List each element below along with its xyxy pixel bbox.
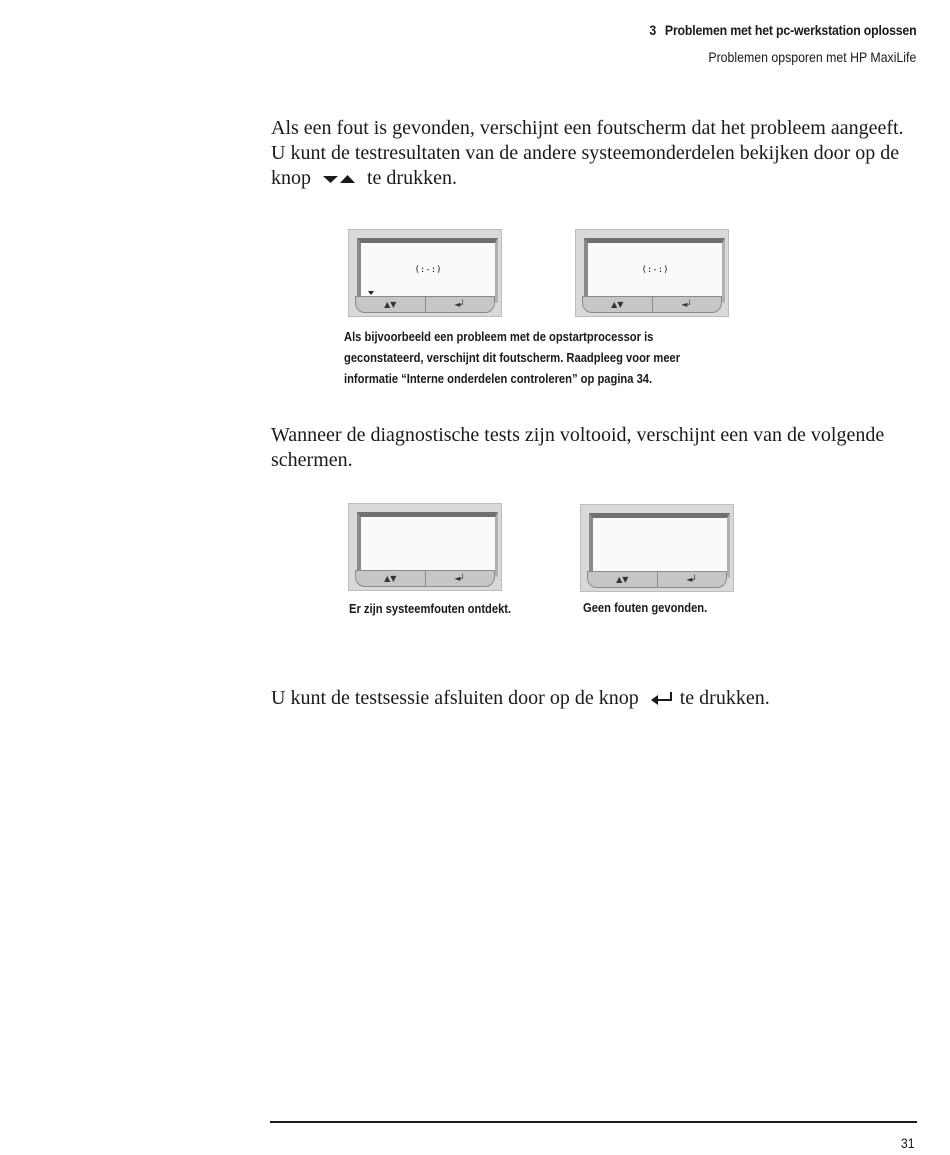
lcd-message: (:-:)	[414, 265, 442, 275]
lcd-nav-button: ▲▼	[384, 300, 397, 309]
para1-text-after: te drukken.	[367, 167, 457, 189]
paragraph-end-session	[271, 686, 921, 712]
lcd-nav-button: ▲▼	[616, 575, 629, 584]
lcd-screen	[589, 513, 730, 578]
running-header-section: Problemen opsporen met HP MaxiLife	[708, 49, 916, 65]
lcd-button-bar	[587, 571, 727, 588]
page-number: 31	[901, 1135, 915, 1151]
scroll-down-indicator-icon	[368, 291, 374, 295]
lcd-enter-button: ◄┘	[657, 572, 727, 587]
footer-rule	[270, 1121, 917, 1123]
lcd-button-bar	[582, 296, 722, 313]
lcd-display-error-b	[575, 229, 729, 317]
caption-line: Als bijvoorbeeld een probleem met de opstartprocessor is	[344, 329, 654, 344]
lcd-button-bar	[355, 296, 495, 313]
paragraph-tests-complete: Wanneer de diagnostische tests zijn voltooid, verschijnt een van de volgende schermen.	[271, 424, 885, 471]
enter-key-icon	[650, 687, 674, 712]
para1-text-before: Als een fout is gevonden, verschijnt een foutscherm dat het probleem aangeeft. U kunt de testresultaten van de andere systeemonderdelen bekijken door op de knop	[271, 117, 904, 189]
lcd-display-no-errors	[580, 504, 734, 592]
lcd-screen	[357, 512, 498, 577]
caption-errors-found: Er zijn systeemfouten ontdekt.	[349, 601, 512, 616]
lcd-screen	[584, 238, 725, 303]
lcd-nav-button: ▲▼	[384, 574, 397, 583]
para3-text-before: U kunt de testsessie afsluiten door op de knop	[271, 687, 639, 709]
running-header-chapter	[649, 22, 916, 38]
lcd-display-error-a	[348, 229, 502, 317]
lcd-nav-button: ▲▼	[611, 300, 624, 309]
paragraph-error-screen	[271, 116, 921, 192]
caption-no-errors: Geen fouten gevonden.	[583, 600, 708, 615]
chapter-number: 3	[648, 22, 656, 38]
lcd-enter-button: ◄┘	[425, 571, 495, 586]
lcd-button-bar	[355, 570, 495, 587]
lcd-message: (:-:)	[641, 265, 669, 275]
caption-line: geconstateerd, verschijnt dit foutscherm. Raadpleeg voor meer	[344, 350, 681, 365]
para3-text-after: te drukken.	[679, 687, 770, 709]
caption-line: informatie “Interne onderdelen controleren” op pagina 34.	[344, 371, 653, 386]
lcd-enter-button: ◄┘	[652, 297, 722, 312]
lcd-enter-button: ◄┘	[425, 297, 495, 312]
figure1-caption	[344, 326, 680, 389]
up-down-arrows-icon	[322, 167, 356, 192]
lcd-screen	[357, 238, 498, 303]
chapter-title: Problemen met het pc-werkstation oplossen	[664, 22, 916, 38]
lcd-display-errors-found	[348, 503, 502, 591]
